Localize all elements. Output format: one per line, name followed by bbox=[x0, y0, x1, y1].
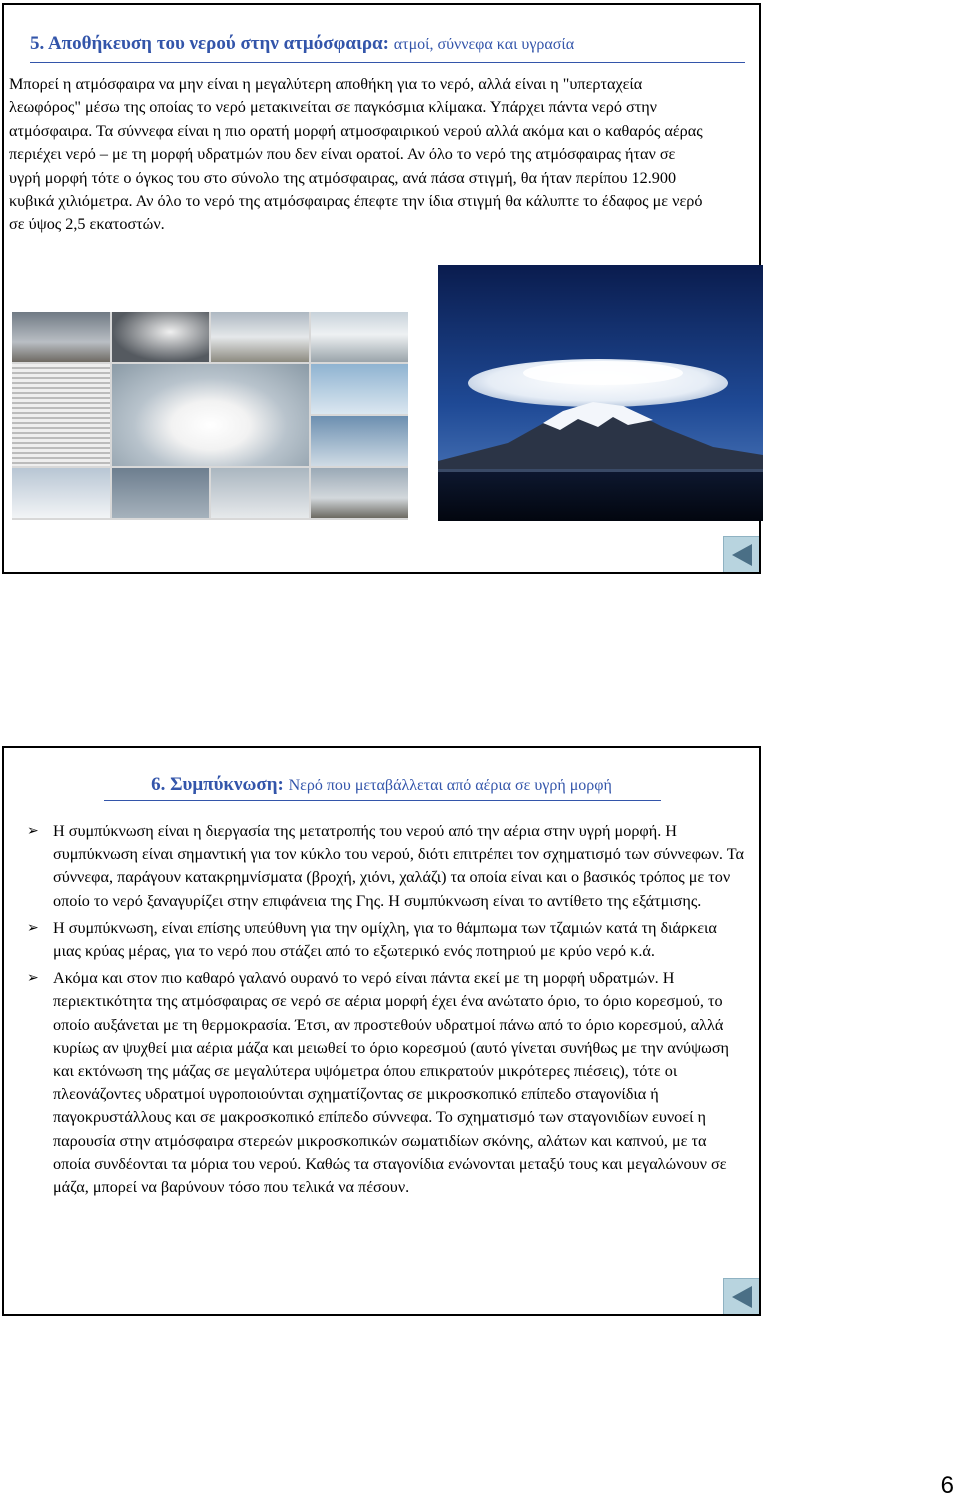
cloud-types-collage bbox=[12, 312, 408, 520]
slide-water-storage bbox=[2, 3, 761, 574]
bullet-item bbox=[4, 820, 744, 913]
cumulus-cloud-photo bbox=[112, 364, 309, 466]
arrow-bullet-icon: ➢ bbox=[27, 824, 39, 839]
lenticular-cloud-mountain-photo bbox=[438, 265, 763, 521]
cloud-photo bbox=[311, 416, 409, 466]
cloud-photo bbox=[12, 312, 110, 362]
mountain-cloud-image bbox=[438, 265, 763, 521]
bullet-item bbox=[4, 967, 744, 1199]
slide-title-subtitle: ατμοί, σύννεφα και υγρασία bbox=[393, 36, 575, 53]
cloud-photo bbox=[12, 468, 110, 518]
cloud-photo bbox=[311, 312, 409, 362]
back-arrow-icon bbox=[732, 1286, 752, 1308]
cloud-photo bbox=[112, 468, 210, 518]
arrow-bullet-icon: ➢ bbox=[27, 971, 39, 987]
slide-title-main: 5. Αποθήκευση του νερού στην ατμόσφαιρα: bbox=[30, 33, 389, 54]
back-button[interactable] bbox=[723, 1278, 759, 1314]
back-button[interactable] bbox=[723, 536, 759, 572]
bullet-text: Ακόμα και στον πιο καθαρό γαλανό ουρανό το νερό είναι πάντα εκεί με τη μορφή υδρατμών. Η περιεκτικότητα της ατμόσφαιρας σε νερό σε αέρια μορφή έχει ένα ανώτατο όριο, το όριο κορεσμού, το οποίο αυξάνεται με τη θερμοκρασία. Έτσι, αν προστεθούν υδρατμοί πάνω από το όριο κορεσμού, αλλά κυρίως αν ψυχθεί μια αέρια μάζα και μειωθεί το όριο κορεσμού (αυτό γίνεται συνήθως με την ανύψωση και εκτόνωση της μάζας σε μεγαλύτερα υψόμετρα όπου επικρατούν μικρότερες πιέσεις), τότε οι πλεονάζοντες υδρατμοί υγροποιούνται σχηματίζοντας σε μικροσκοπικό επίπεδο σταγονίδια ή παγοκρυστάλλους και σε μακροσκοπικό επίπεδο σύννεφα. Το σχηματισμό των σταγονιδίων ευνοεί η παρουσία στην ατμόσφαιρα στερεών μικροσκοπικών σωματιδίων σκόνης, αλάτων και καπνού, με τα οποία συνδέονται τα μόρια του νερού. Καθώς τα σταγονίδια ενώνονται μεταξύ τους και μεγαλώνουν σε μάζα, μπορεί να βαρύνουν τόσο που τελικά να πέσουν. bbox=[53, 969, 730, 1197]
slide-title bbox=[4, 774, 759, 796]
slide-title-main: 6. Συμπύκνωση: bbox=[151, 774, 284, 795]
cloud-photo bbox=[311, 468, 409, 518]
bullet-text: Η συμπύκνωση, είναι επίσης υπεύθυνη για την ομίχλη, για το θάμπωμα των τζαμιών κατά τη διάρκεια μιας κρύας μέρας, για το νερό που στάζει από το εξωτερικό ενός ποτηριού με κρύο νερό κ.ά. bbox=[53, 918, 717, 961]
slide-condensation bbox=[2, 746, 761, 1316]
bullet-list bbox=[4, 820, 744, 1203]
cloud-photo bbox=[112, 312, 210, 362]
collage-legend-image bbox=[12, 364, 110, 466]
bullet-item bbox=[4, 917, 744, 963]
bullet-text: Η συμπύκνωση είναι η διεργασία της μετατροπής του νερού από την αέρια στην υγρή μορφή. Η συμπύκνωση είναι σημαντική για τον κύκλο του νερού, διότι επιτρέπει τον σχηματισμό των σύννεφων. Τα σύννεφα, παράγουν κατακρημνίσματα (βροχή, χιόνι, χαλάζι) τα οποία είναι και ο βασικός τρόπος με τον οποίο το νερό ξαναγυρίζει στην επιφάνεια της Γης. Η συμπύκνωση είναι το αντίθετο της εξάτμισης. bbox=[53, 822, 744, 910]
slide-title bbox=[30, 33, 574, 55]
slide-title-subtitle: Νερό που μεταβάλλεται από αέρια σε υγρή μορφή bbox=[288, 777, 612, 794]
page-number: 6 bbox=[940, 1472, 954, 1499]
title-divider bbox=[104, 800, 661, 801]
title-divider bbox=[30, 62, 745, 63]
cloud-photo bbox=[211, 468, 309, 518]
slide-body-text: Μπορεί η ατμόσφαιρα να μην είναι η μεγαλύτερη αποθήκη για το νερό, αλλά είναι η "υπερταχεία λεωφόρος" μέσω της οποίας το νερό μετακινείται σε παγκόσμια κλίμακα. Υπάρχει πάντα νερό στην ατμόσφαιρα. Τα σύννεφα είναι η πιο ορατή μορφή ατμοσφαιρικού νερού αλλά ακόμα και ο καθαρός αέρας περιέχει νερό – με τη μορφή υδρατμών που δεν είναι ορατοί. Αν όλο το νερό της ατμόσφαιρας ήταν σε υγρή μορφή τότε ο όγκος του στο σύνολο της ατμόσφαιρας, ανά πάσα στιγμή, θα ήταν περίπου 12.900 κυβικά χιλιόμετρα. Αν όλο το νερό της ατμόσφαιρας έπεφτε την ίδια στιγμή θα κάλυπτε το έδαφος με νερό σε ύψος 2,5 εκατοστών. bbox=[9, 75, 703, 234]
cloud-photo bbox=[311, 364, 409, 414]
cloud-photo bbox=[211, 312, 309, 362]
arrow-bullet-icon: ➢ bbox=[27, 920, 39, 936]
back-arrow-icon bbox=[732, 544, 752, 566]
